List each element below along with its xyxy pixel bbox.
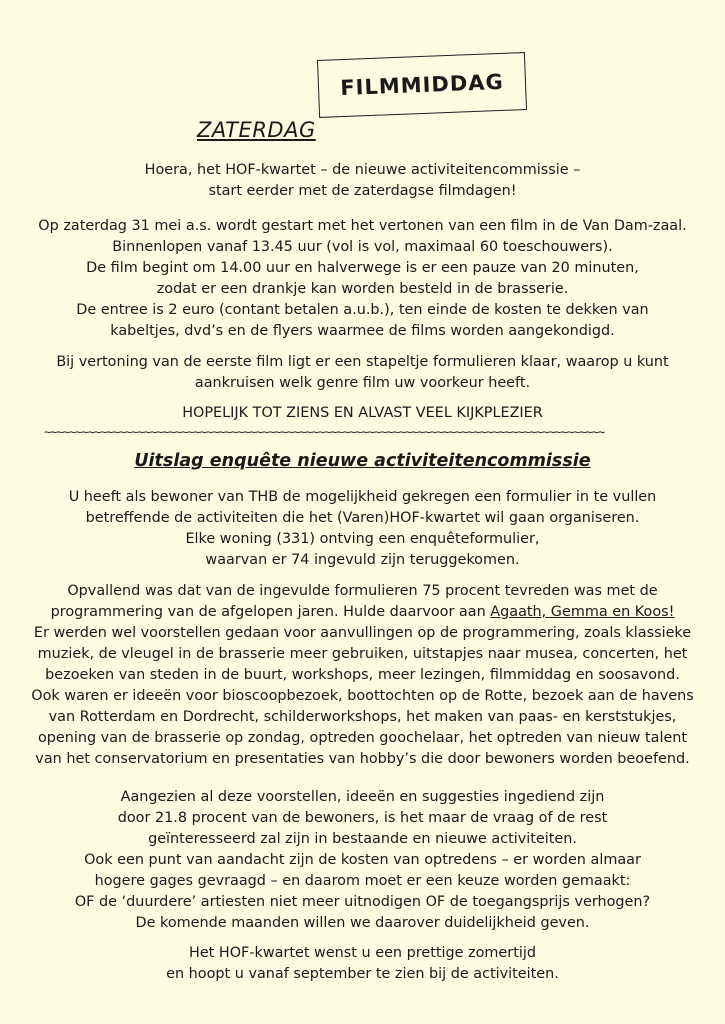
survey-intro-paragraph (30, 487, 695, 571)
text-line (30, 602, 695, 623)
text-line: door 21.8 procent van de bewoners, is het maar de vraag of de rest (117, 810, 608, 826)
text-line: muziek, de vleugel in de brasserie meer gebruiken, uitstapjes naar musea, concerten, het (37, 646, 688, 662)
text-line: Er werden wel voorstellen gedaan voor aanvullingen op de programmering, zoals klassieke (33, 625, 692, 641)
text-line: De komende maanden willen we daarover duidelijkheid geven. (135, 915, 590, 931)
form-note-paragraph (30, 352, 695, 394)
details-paragraph (30, 216, 695, 342)
text-line: Opvallend was dat van de ingevulde formulieren 75 procent tevreden was met de (67, 583, 658, 599)
results-paragraph (30, 581, 695, 770)
text-line: Ook waren er ideeën voor bioscoopbezoek, boottochten op de Rotte, bezoek aan de havens (31, 688, 694, 704)
text-line: start eerder met de zaterdagse filmdagen! (208, 183, 517, 199)
text-segment: programmering van de afgelopen jaren. Hulde daarvoor aan (50, 604, 491, 620)
section-title: Uitslag enquête nieuwe activiteitencommissie (134, 451, 591, 471)
saturday-heading: ZATERDAG (197, 118, 316, 142)
text-line: van Rotterdam en Dordrecht, schilderworkshops, het maken van paas- en kerststukjes, (48, 709, 677, 725)
text-line: Ook een punt van aandacht zijn de kosten van optredens – er worden almaar (84, 852, 641, 868)
text-line: Elke woning (331) ontving een enquêteformulier, (185, 531, 540, 547)
text-line: Binnenlopen vanaf 13.45 uur (vol is vol, maximaal 60 toeschouwers). (112, 239, 613, 255)
text-line: geïnteresseerd zal zijn in bestaande en nieuwe activiteiten. (148, 831, 577, 847)
text-line: kabeltjes, dvd’s en de flyers waarmee de films worden aangekondigd. (110, 323, 615, 339)
text-line: HOPELIJK TOT ZIENS EN ALVAST VEEL KIJKPLEZIER (182, 405, 543, 421)
wavy-divider: ∼∼∼∼∼∼∼∼∼∼∼∼∼∼∼∼∼∼∼∼∼∼∼∼∼∼∼∼∼∼∼∼∼∼∼∼∼∼∼∼∼∼∼∼∼∼∼∼∼∼∼∼∼∼∼∼∼∼∼∼∼∼∼∼∼∼∼∼∼∼∼∼∼∼∼∼∼∼∼∼∼∼∼∼∼∼∼∼∼∼ (44, 425, 605, 439)
text-line: betreffende de activiteiten die het (Varen)HOF-kwartet wil gaan organiseren. (85, 510, 640, 526)
text-line: bezoeken van steden in de buurt, workshops, meer lezingen, filmmiddag en soosavond. (45, 667, 680, 683)
commission-names: Agaath, Gemma en Koos! (490, 604, 675, 620)
text-line: Op zaterdag 31 mei a.s. wordt gestart met het vertonen van een film in de Van Dam-zaal. (38, 218, 687, 234)
text-line: Aangezien al deze voorstellen, ideeën en suggesties ingediend zijn (120, 789, 605, 805)
text-line: van het conservatorium en presentaties van hobby’s die door bewoners worden beoefend. (35, 751, 690, 767)
farewell-paragraph (30, 943, 695, 985)
closing-line (30, 403, 695, 424)
conclusion-paragraph (30, 787, 695, 934)
text-line: De entree is 2 euro (contant betalen a.u.b.), ten einde de kosten te dekken van (76, 302, 649, 318)
text-line: waarvan er 74 ingevuld zijn teruggekomen. (205, 552, 520, 568)
text-line: De film begint om 14.00 uur en halverwege is er een pauze van 20 minuten, (86, 260, 639, 276)
text-line: U heeft als bewoner van THB de mogelijkheid gekregen een formulier in te vullen (68, 489, 657, 505)
text-line: zodat er een drankje kan worden besteld in de brasserie. (156, 281, 569, 297)
text-line: Hoera, het HOF-kwartet – de nieuwe activiteitencommissie – (144, 162, 581, 178)
filmmiddag-stamp: FILMMIDDAG (317, 52, 527, 118)
text-line: opening van de brasserie op zondag, optreden goochelaar, het optreden van nieuw talent (37, 730, 688, 746)
text-line: hogere gages gevraagd – en daarom moet er een keuze worden gemaakt: (94, 873, 631, 889)
text-line: en hoopt u vanaf september te zien bij de activiteiten. (166, 966, 559, 982)
text-line: OF de ‘duurdere’ artiesten niet meer uitnodigen OF de toegangsprijs verhogen? (74, 894, 651, 910)
text-line: Het HOF-kwartet wenst u een prettige zomertijd (189, 945, 536, 961)
text-line: aankruisen welk genre film uw voorkeur heeft. (194, 375, 531, 391)
intro-paragraph (30, 160, 695, 202)
text-line: Bij vertoning van de eerste film ligt er een stapeltje formulieren klaar, waarop u kunt (56, 354, 669, 370)
